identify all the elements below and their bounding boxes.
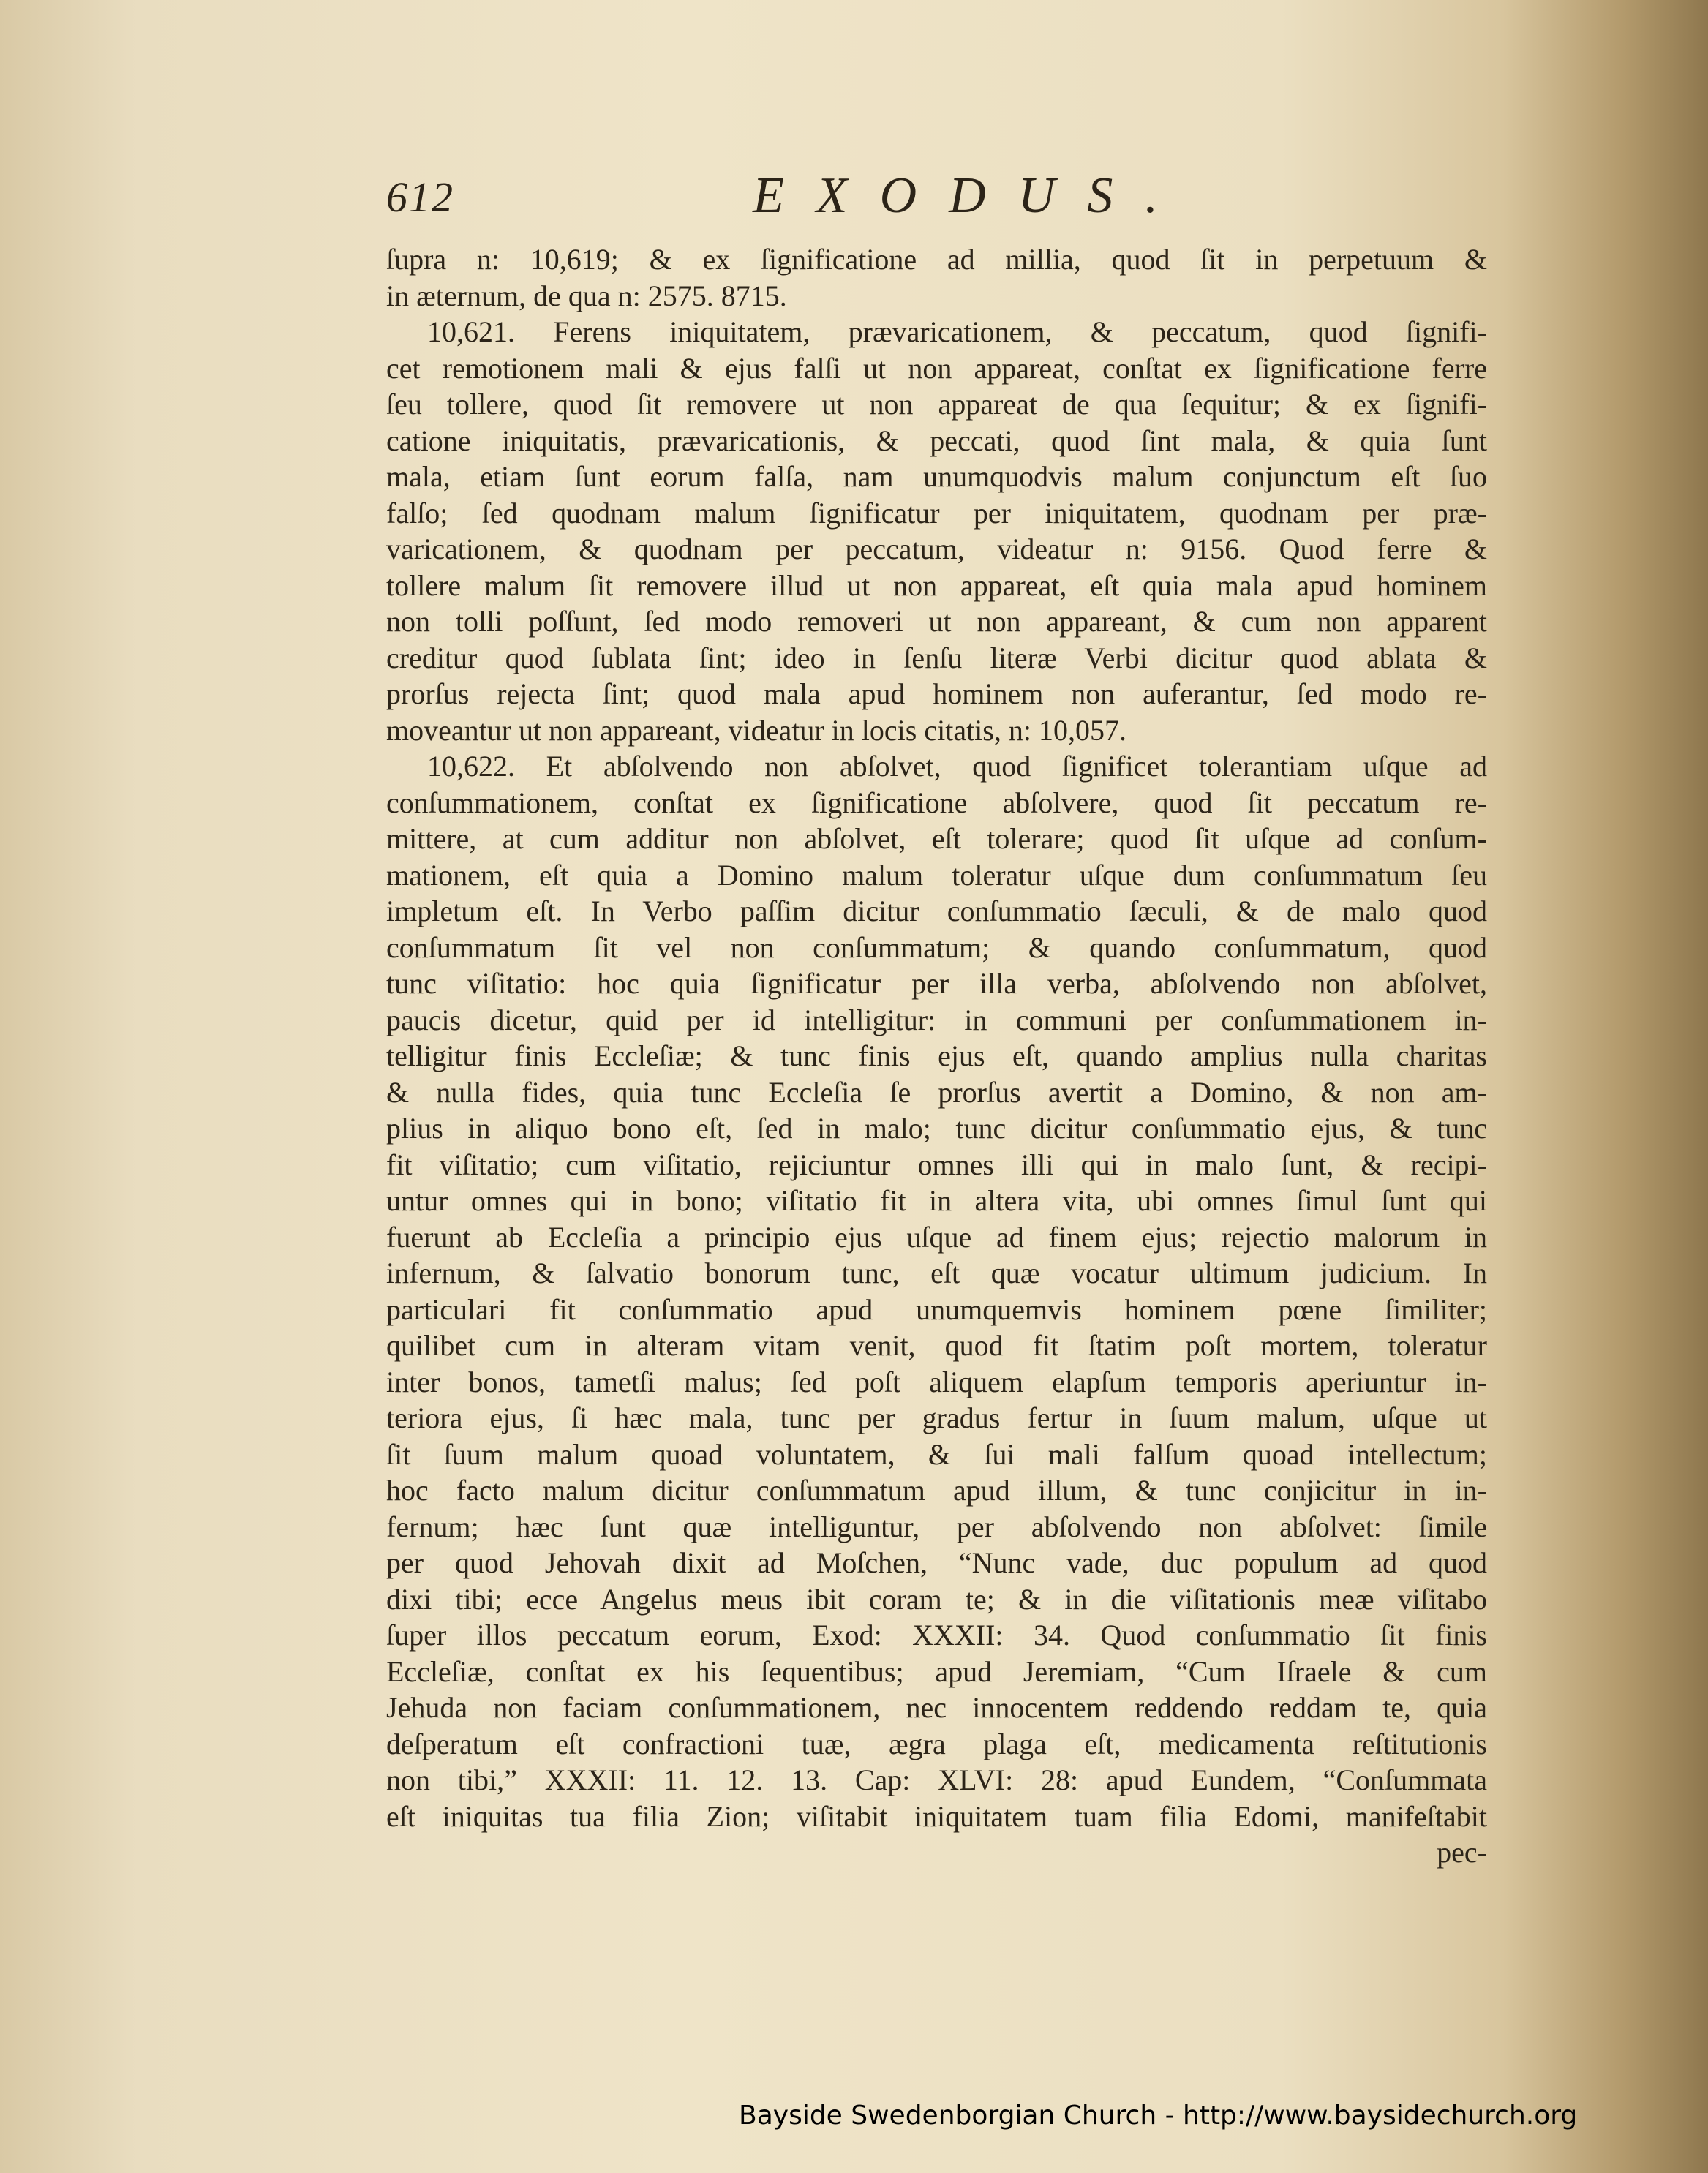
text-line: varicationem, & quodnam per peccatum, videatur n: 9156. Quod ferre & (386, 532, 1487, 565)
text-line: cet remotionem mali & ejus falſi ut non appareat, conſtat ex ſignificatione ferre (386, 351, 1487, 385)
text-line: deſperatum eſt confractioni tuæ, ægra plaga eſt, medicamenta reſtitutionis (386, 1727, 1487, 1760)
text-line: conſummationem, conſtat ex ſignificatione abſolvere, quod ſit peccatum re- (386, 786, 1487, 819)
text-line: fernum; hæc ſunt quæ intelliguntur, per abſolvendo non abſolvet: ſimile (386, 1510, 1487, 1543)
text-line: Eccleſiæ, conſtat ex his ſequentibus; apud Jeremiam, “Cum Iſraele & cum (386, 1654, 1487, 1688)
text-line: tollere malum ſit removere illud ut non appareat, eſt quia mala apud hominem (386, 568, 1487, 602)
bleed-through-shadow (1536, 139, 1682, 870)
text-line: 10,621. Ferens iniquitatem, prævaricationem, & peccatum, quod ſignifi- (427, 315, 1487, 348)
text-line: impletum eſt. In Verbo paſſim dicitur conſummatio ſæculi, & de malo quod (386, 895, 1487, 927)
text-line: Jehuda non faciam conſummationem, nec innocentem reddendo reddam te, quia (386, 1691, 1487, 1724)
page-number: 612 (386, 173, 454, 221)
text-line: teriora ejus, ſi hæc mala, tunc per gradus fertur in ſuum malum, uſque ut (386, 1401, 1487, 1434)
running-title: EXODUS. (753, 167, 1190, 224)
text-line: hoc facto malum dicitur conſummatum apud illum, & tunc conjicitur in in- (386, 1474, 1487, 1507)
catchword: pec- (1437, 1836, 1487, 1869)
page-header (386, 167, 1487, 233)
body-text (386, 241, 1487, 1871)
text-line: mittere, at cum additur non abſolvet, eſt tolerare; quod ſit uſque ad conſum- (386, 822, 1487, 855)
text-line: prorſus rejecta ſint; quod mala apud hominem non auferantur, ſed modo re- (386, 677, 1487, 710)
text-line: ſeu tollere, quod ſit removere ut non appareat de qua ſequitur; & ex ſignifi- (386, 388, 1487, 421)
text-line: non tibi,” XXXII: 11. 12. 13. Cap: XLVI: 28: apud Eundem, “Conſummata (386, 1763, 1487, 1796)
text-line: ſupra n: 10,619; & ex ſignificatione ad millia, quod ſit in perpetuum & (386, 243, 1487, 276)
text-line: in æternum, de qua n: 2575. 8715. (386, 279, 787, 312)
text-line: paucis dicetur, quid per id intelligitur: in communi per conſummationem in- (386, 1003, 1487, 1036)
text-line: particulari fit conſummatio apud unumquemvis hominem pœne ſimiliter; (386, 1292, 1487, 1326)
text-line: fit viſitatio; cum viſitatio, rejiciuntur omnes illi qui in malo ſunt, & recipi- (386, 1148, 1487, 1181)
text-line: moveantur ut non appareant, videatur in locis citatis, n: 10,057. (386, 713, 1126, 747)
text-line: catione iniquitatis, prævaricationis, & peccati, quod ſint mala, & quia ſunt (386, 423, 1487, 457)
text-line: 10,622. Et abſolvendo non abſolvet, quod ſignificet tolerantiam uſque ad (427, 750, 1487, 783)
text-line: ſuper illos peccatum eorum, Exod: XXXII: 34. Quod conſummatio ſit finis (386, 1619, 1487, 1652)
text-line: infernum, & ſalvatio bonorum tunc, eſt quæ vocatur ultimum judicium. In (386, 1257, 1487, 1289)
text-line: dixi tibi; ecce Angelus meus ibit coram te; & in die viſitationis meæ viſitabo (386, 1582, 1487, 1616)
text-line: telligitur finis Eccleſiæ; & tunc finis ejus eſt, quando amplius nulla charitas (386, 1039, 1487, 1072)
footer-credit: Bayside Swedenborgian Church - http://www.baysidechurch.org (739, 2101, 1578, 2131)
text-line: tunc viſitatio: hoc quia ſignificatur per illa verba, abſolvendo non abſolvet, (386, 967, 1487, 1000)
text-line: eſt iniquitas tua filia Zion; viſitabit iniquitatem tuam filia Edomi, manifeſtabit (386, 1799, 1487, 1833)
text-line: mala, etiam ſunt eorum falſa, nam unumquodvis malum conjunctum eſt ſuo (386, 460, 1487, 493)
text-line: quilibet cum in alteram vitam venit, quod fit ſtatim poſt mortem, toleratur (386, 1329, 1487, 1362)
text-line: non tolli poſſunt, ſed modo removeri ut non appareant, & cum non apparent (386, 605, 1487, 638)
text-line: mationem, eſt quia a Domino malum toleratur uſque dum conſummatum ſeu (386, 858, 1487, 892)
text-line: falſo; ſed quodnam malum ſignificatur per iniquitatem, quodnam per præ- (386, 496, 1487, 530)
text-line: untur omnes qui in bono; viſitatio fit in altera vita, ubi omnes ſimul ſunt qui (386, 1184, 1487, 1217)
text-line: conſummatum ſit vel non conſummatum; & quando conſummatum, quod (386, 930, 1487, 964)
text-line: per quod Jehovah dixit ad Moſchen, “Nunc vade, duc populum ad quod (386, 1546, 1487, 1579)
text-line: inter bonos, tametſi malus; ſed poſt aliquem elapſum temporis aperiuntur in- (386, 1365, 1487, 1398)
text-line: fuerunt ab Eccleſia a principio ejus uſque ad finem ejus; rejectio malorum in (386, 1220, 1487, 1254)
text-line: creditur quod ſublata ſint; ideo in ſenſu literæ Verbi dicitur quod ablata & (386, 641, 1487, 674)
text-line: & nulla fides, quia tunc Eccleſia ſe prorſus avertit a Domino, & non am- (386, 1075, 1487, 1109)
text-line: plius in aliquo bono eſt, ſed in malo; tunc dicitur conſummatio ejus, & tunc (386, 1112, 1487, 1145)
text-line: ſit ſuum malum quoad voluntatem, & ſui mali falſum quoad intellectum; (386, 1437, 1487, 1471)
